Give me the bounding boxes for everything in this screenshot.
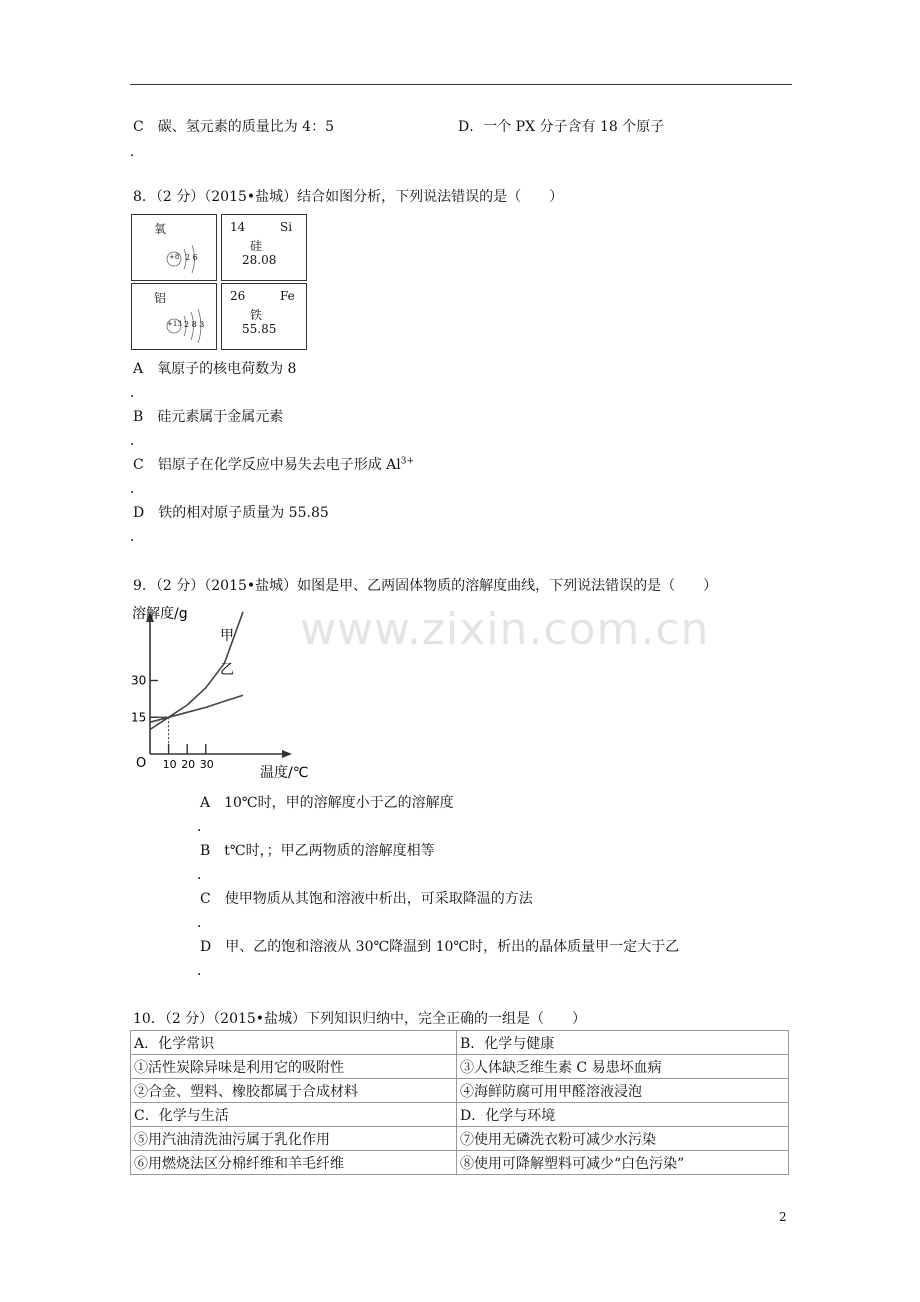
table-cell: A．化学常识: [131, 1031, 457, 1055]
table-cell: C．化学与生活: [131, 1103, 457, 1127]
table-cell: ④海鲜防腐可用甲醛溶液浸泡: [456, 1079, 788, 1103]
iron-symbol: Fe: [280, 289, 295, 303]
table-row: [131, 1079, 789, 1103]
watermark: www.zixin.com.cn: [300, 604, 710, 655]
table-cell: ⑧使用可降解塑料可减少“白色污染”: [456, 1151, 788, 1175]
iron-card: [221, 283, 307, 350]
silicon-mass: 28.08: [242, 253, 277, 267]
silicon-symbol: Si: [280, 220, 293, 234]
y-axis-label: 溶解度/g: [132, 606, 188, 622]
knowledge-table: [130, 1030, 789, 1175]
series-line-2: [150, 695, 243, 722]
aluminum-card: [131, 283, 217, 350]
x-tick-label: 10: [162, 758, 177, 771]
q9-option-c: C 使甲物质从其饱和溶液中析出，可采取降温的方法: [200, 891, 533, 907]
q8-dot-c: ．: [130, 481, 144, 497]
series-label-1: 甲: [220, 628, 234, 644]
x-axis-label: 温度/℃: [260, 765, 308, 781]
table-cell: ⑥用燃烧法区分棉纤维和羊毛纤维: [131, 1151, 457, 1175]
table-row: [131, 1151, 789, 1175]
q7-option-c: C 碳、氢元素的质量比为 4：5: [133, 119, 334, 135]
iron-number: 26: [230, 289, 246, 303]
table-cell: D．化学与环境: [456, 1103, 788, 1127]
y-tick-label: 15: [131, 710, 147, 725]
q9-option-a: A 10℃时，甲的溶解度小于乙的溶解度: [200, 795, 454, 811]
oxygen-card: [131, 214, 217, 281]
table-cell: ③人体缺乏维生素 C 易患坏血病: [456, 1055, 788, 1079]
aluminum-nucleus: +13: [167, 320, 182, 328]
q9-dot-b: ．: [197, 867, 211, 883]
x-tick-label: 30: [199, 758, 214, 771]
oxygen-shells: 2 6: [185, 253, 198, 262]
table-cell: B．化学与健康: [456, 1031, 788, 1055]
aluminum-atom-structure-icon: [132, 284, 216, 349]
solubility-chart: [128, 598, 308, 784]
q9-dot-a: ．: [197, 819, 211, 835]
oxygen-nucleus: +8: [169, 253, 180, 261]
series-label-2: 乙: [220, 662, 234, 678]
q9-dot-d: ．: [197, 963, 211, 979]
table-row: [131, 1127, 789, 1151]
q9-dot-c: ．: [197, 915, 211, 931]
q7-option-d: D．一个 PX 分子含有 18 个原子: [458, 119, 665, 135]
q8-option-d: D 铁的相对原子质量为 55.85: [133, 505, 329, 521]
table-cell: ①活性炭除异味是利用它的吸附性: [131, 1055, 457, 1079]
page-number: 2: [779, 1210, 787, 1224]
origin-label: O: [136, 756, 147, 771]
table-row: [131, 1031, 789, 1055]
q9-option-d: D 甲、乙的饱和溶液从 30℃降温到 10℃时，析出的晶体质量甲一定大于乙: [200, 939, 680, 955]
q9-stem: 9．（2 分）（2015•盐城）如图是甲、乙两固体物质的溶解度曲线，下列说法错误的是（ ）: [133, 578, 718, 594]
x-axis-arrow-icon: [282, 750, 292, 758]
element-cards: [131, 214, 307, 352]
iron-mass: 55.85: [242, 322, 277, 336]
table-cell: ⑤用汽油清洗油污属于乳化作用: [131, 1127, 457, 1151]
x-tick-label: 20: [181, 758, 196, 771]
q8-option-c: [133, 454, 414, 474]
table-row: [131, 1103, 789, 1127]
header-rule: [130, 84, 792, 85]
q8-option-b: B 硅元素属于金属元素: [133, 409, 284, 425]
silicon-number: 14: [230, 220, 246, 234]
q8-option-a: A 氧原子的核电荷数为 8: [133, 361, 297, 377]
table-row: [131, 1055, 789, 1079]
q7-dot: ．: [130, 144, 144, 160]
q9-option-b: B t℃时，；甲乙两物质的溶解度相等: [200, 843, 435, 859]
oxygen-name: 氧: [154, 222, 167, 236]
aluminum-name: 铝: [154, 291, 167, 305]
q8-option-c-text: C 铝原子在化学反应中易失去电子形成 Al: [133, 457, 401, 473]
q8-dot-d: ．: [130, 529, 144, 545]
aluminum-shells: 2 8 3: [184, 320, 205, 329]
table-cell: ⑦使用无磷洗衣粉可减少水污染: [456, 1127, 788, 1151]
q8-dot-a: ．: [130, 385, 144, 401]
table-cell: ②合金、塑料、橡胶都属于合成材料: [131, 1079, 457, 1103]
iron-name: 铁: [250, 308, 263, 322]
silicon-name: 硅: [250, 239, 263, 253]
q8-option-c-charge: 3+: [400, 456, 415, 467]
q8-dot-b: ．: [130, 433, 144, 449]
silicon-card: [221, 214, 307, 281]
q10-stem: 10．（2 分）（2015•盐城）下列知识归纳中，完全正确的一组是（ ）: [133, 1011, 587, 1027]
q8-stem: 8．（2 分）（2015•盐城）结合如图分析，下列说法错误的是（ ）: [133, 189, 564, 205]
oxygen-atom-structure-icon: [132, 215, 216, 280]
y-tick-label: 30: [131, 673, 147, 688]
